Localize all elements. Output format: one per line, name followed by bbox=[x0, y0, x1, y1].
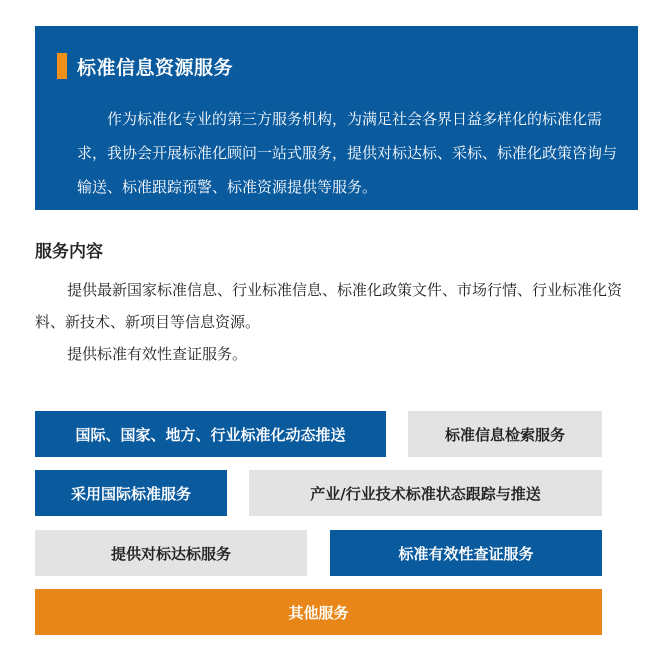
service-button-benchmarking[interactable]: 提供对标达标服务 bbox=[35, 530, 307, 576]
title-accent-bar bbox=[57, 53, 67, 79]
service-button-status-tracking[interactable]: 产业/行业技术标准状态跟踪与推送 bbox=[249, 470, 602, 516]
service-button-validity-check[interactable]: 标准有效性查证服务 bbox=[330, 530, 602, 576]
intro-description: 作为标准化专业的第三方服务机构，为满足社会各界日益多样化的标准化需求，我协会开展标准化顾问一站式服务，提供对标达标、采标、标准化政策咨询与输送、标准跟踪预警、标准资源提供等服务。 bbox=[77, 110, 618, 196]
intro-title-row bbox=[57, 52, 233, 80]
service-button-standardization-updates[interactable]: 国际、国家、地方、行业标准化动态推送 bbox=[35, 411, 386, 457]
service-button-standard-retrieval[interactable]: 标准信息检索服务 bbox=[408, 411, 602, 457]
service-content-heading: 服务内容 bbox=[35, 242, 103, 262]
service-button-other[interactable]: 其他服务 bbox=[35, 589, 602, 635]
intro-title: 标准信息资源服务 bbox=[77, 56, 234, 79]
service-button-international-adoption[interactable]: 采用国际标准服务 bbox=[35, 470, 227, 516]
service-content-paragraph: 提供标准有效性查证服务。 bbox=[67, 345, 248, 363]
intro-panel bbox=[35, 26, 638, 210]
service-content-paragraph: 提供最新国家标准信息、行业标准信息、标准化政策文件、市场行情、行业标准化资料、新技术、新项目等信息资源。 bbox=[35, 281, 623, 331]
